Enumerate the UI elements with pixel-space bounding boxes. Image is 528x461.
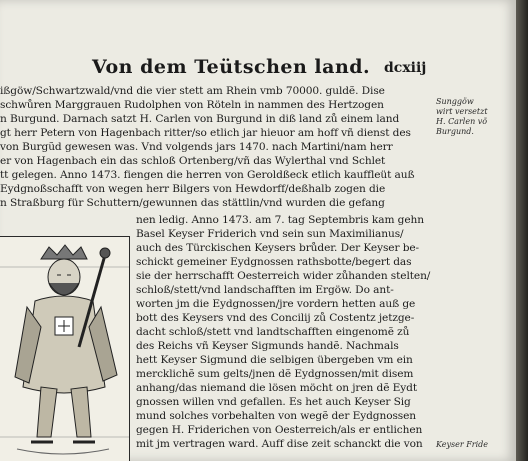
- text-line: n Straßburg für Schuttern/gewunnen das stättlin/vnd wurden die gefang: [0, 197, 385, 209]
- text-line: schloß/stett/vnd landschafften im Ergöw. Do ant-: [136, 284, 394, 296]
- page-title: Von dem Teütschen land.: [92, 56, 371, 78]
- text-line: n Burgund. Darnach satzt H. Carlen von Burgund in diß land zů einem land: [0, 113, 400, 125]
- text-line: auch des Türckischen Keysers brůder. Der Keyser be-: [136, 242, 420, 254]
- text-line: anhang/das niemand die lösen möcht on jren dẽ Eydt: [136, 382, 417, 394]
- text-line: dacht schloß/stett vnd landtschafften eingenomẽ zů: [136, 326, 410, 338]
- text-line: von Burgũd gewesen was. Vnd volgends jars 1470. nach Martini/nam herr: [0, 141, 393, 153]
- margin-note-line: Sunggöw: [436, 97, 474, 106]
- text-line: des Reichs vñ Keyser Sigmunds handẽ. Nachmals: [136, 340, 399, 352]
- text-line: Eydgnoßschafft von wegen herr Bilgers von Hewdorff/deßhalb zogen die: [0, 183, 386, 195]
- text-line: er von Hagenbach ein das schloß Ortenberg/vñ das Wylerthal vnd Schlet: [0, 155, 386, 167]
- text-line: schwůren Marggrauen Rudolphen von Röteln in nammen des Hertzogen: [0, 99, 384, 111]
- margin-note-line: Burgund.: [436, 127, 474, 136]
- text-line: Basel Keyser Friderich vnd sein sun Maximilianus/: [136, 228, 404, 240]
- text-line: nen ledig. Anno 1473. am 7. tag Septembris kam gehn: [136, 214, 424, 226]
- book-edge: [516, 0, 528, 461]
- text-line: mit jm vertragen ward. Auff dise zeit schanckt die von: [136, 438, 423, 450]
- text-line: mercklichẽ sum gelts/jnen dẽ Eydgnossen/mit disem: [136, 368, 414, 380]
- text-line: worten jm die Eydgnossen/jre vordern hetten auß ge: [136, 298, 416, 310]
- text-line: tt gelegen. Anno 1473. fiengen die herren von Geroldßeck etlich kauffleüt auß: [0, 169, 415, 181]
- text-line: bott des Keysers vnd des Concilij zů Costentz jetzge-: [136, 312, 415, 324]
- text-line: sie der herrschafft Oesterreich wider zůhanden stelten/: [136, 270, 431, 282]
- text-line: ißgöw/Schwartzwald/vnd die vier stett am Rhein vmb 70000. guldẽ. Dise: [0, 85, 385, 97]
- folio-number: dcxiij: [384, 60, 427, 76]
- margin-note-line: H. Carlen võ: [436, 117, 488, 126]
- text-line: gnossen willen vnd gefallen. Es het auch Keyser Sig: [136, 396, 411, 408]
- text-line: gegen H. Friderichen von Oesterreich/als er entlichen: [136, 424, 423, 436]
- text-line: gt herr Petern von Hagenbach ritter/so etlich jar hieuor am hoff vñ dienst des: [0, 127, 411, 139]
- emperor-figure-icon: [0, 237, 129, 461]
- margin-note-line: wirt versetzt: [436, 107, 488, 116]
- margin-note-bottom: Keyser Fride: [436, 440, 489, 449]
- woodcut-illustration: [0, 236, 130, 461]
- text-line: hett Keyser Sigmund die selbigen übergeben vm ein: [136, 354, 413, 366]
- text-line: schickt gemeiner Eydgnossen rathsbotte/begert das: [136, 256, 412, 268]
- text-line: mund solches vorbehalten von wegẽ der Eydgnossen: [136, 410, 417, 422]
